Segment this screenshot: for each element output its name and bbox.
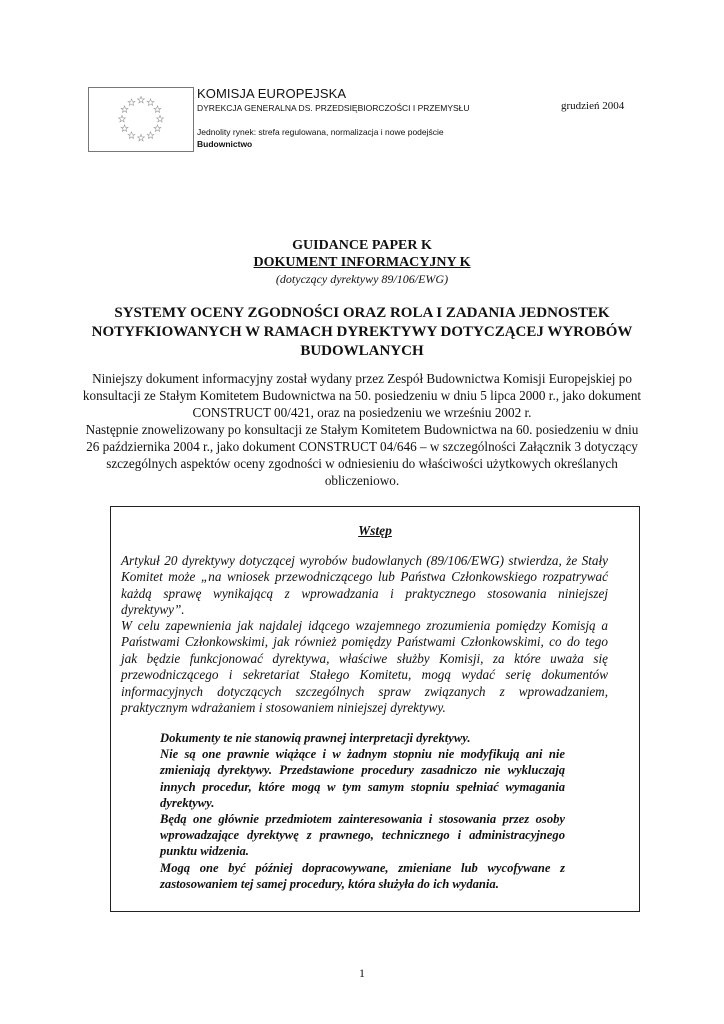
main-title: SYSTEMY OCENY ZGODNOŚCI ORAZ ROLA I ZADANIA JEDNOSTEK NOTYFKIOWANYCH W RAMACH DYREKTYWY DOTYCZĄCEJ WYROBÓW BUDOWLANYCH (91, 305, 633, 359)
eu-star-icon (147, 132, 154, 139)
introduction-box (110, 506, 640, 912)
disclaimer-line-2: Nie są one prawnie wiążące i w żadnym stopniu nie modyfikują ani nie zmieniają dyrektywy. Przedstawione procedury zasadniczo nie wykluczają innych procedur, które mogą w tym samym stopniu spełniać wymagania dyrektywy. (160, 747, 565, 810)
document-title: DOKUMENT INFORMACYJNY K (253, 255, 471, 270)
directorate-name: DYREKCJA GENERALNA DS. PRZEDSIĘBIORCZOŚCI I PRZEMYSŁU (197, 103, 470, 113)
intro-paragraph-2: Następnie znowelizowany po konsultacji ze Stałym Komitetem Budownictwa na 60. posiedzeniu w dniu 26 października 2004 r., jako dokument CONSTRUCT 04/646 – w szczególności Załącznik 3 dotyczący szczególnych aspektów oceny zgodności w odniesieniu do właściwości użytkowych określanych obliczeniowo. (85, 422, 639, 488)
eu-star-icon (154, 106, 161, 113)
eu-star-icon (128, 132, 135, 139)
paper-title: GUIDANCE PAPER K (292, 238, 432, 253)
disclaimer-block (160, 730, 565, 892)
eu-star-icon (157, 115, 164, 122)
disclaimer-line-1: Dokumenty te nie stanowią prawnej interpretacji dyrektywy. (160, 731, 471, 745)
eu-star-icon (138, 134, 145, 141)
eu-star-icon (119, 115, 126, 122)
eu-star-icon (138, 96, 145, 103)
unit-name: Jednolity rynek: strefa regulowana, normalizacja i nowe podejście (197, 127, 444, 137)
eu-star-icon (147, 99, 154, 106)
disclaimer-line-3: Będą one głównie przedmiotem zainteresowania i stosowania przez osoby wprowadzające dyrektywę z prawnego, technicznego i administracyjnego punktu widzenia. (160, 812, 565, 859)
document-date: grudzień 2004 (561, 100, 625, 112)
intro-paragraph-1: Niniejszy dokument informacyjny został wydany przez Zespół Budownictwa Komisji Europejskiej po konsultacji ze Stałym Komitetem Budownictwa na 50. posiedzeniu w dniu 5 lipca 2000 r., jako dokument CONSTRUCT 00/421, oraz na posiedzeniu we wrześniu 2002 r. (82, 371, 642, 420)
box-paragraph-2: W celu zapewnienia jak najdalej idącego wzajemnego zrozumienia pomiędzy Komisją a Państwami Członkowskimi, jak również pomiędzy Państwami Członkowskimi, co do tego jak będzie funkcjonować dyrektywa, właściwe służby Komisji, za które uważa się przewodniczącego i sekretariat Stałego Komitetu, mogą wydać serię dokumentów informacyjnych dotyczących szczególnych spraw związanych z wprowadzaniem, praktycznym wdrażaniem i stosowaniem niniejszej dyrektywy. (121, 618, 608, 716)
eu-flag-stars-icon (89, 88, 193, 151)
page-number: 1 (359, 966, 365, 980)
directive-reference: (dotyczący dyrektywy 89/106/EWG) (275, 272, 449, 286)
eu-logo (88, 87, 194, 152)
subunit-name: Budownictwo (197, 139, 253, 149)
eu-star-icon (154, 125, 161, 132)
box-paragraph-1: Artykuł 20 dyrektywy dotyczącej wyrobów budowlanych (89/106/EWG) stwierdza, że Stały Komitet może „na wniosek przewodniczącego lub Państwa Członkowskiego rozpatrywać każdą sprawę wynikającą z wprowadzania i praktycznego stosowania niniejszej dyrektywy”. (121, 553, 608, 618)
box-heading: Wstęp (358, 523, 392, 538)
eu-star-icon (121, 125, 128, 132)
eu-star-icon (121, 106, 128, 113)
organization-name: KOMISJA EUROPEJSKA (197, 86, 347, 101)
intro-text (82, 370, 642, 489)
eu-star-icon (128, 99, 135, 106)
disclaimer-line-4: Mogą one być później dopracowywane, zmieniane lub wycofywane z zastosowaniem tej samej procedury, która służyła do ich wydania. (160, 860, 565, 891)
